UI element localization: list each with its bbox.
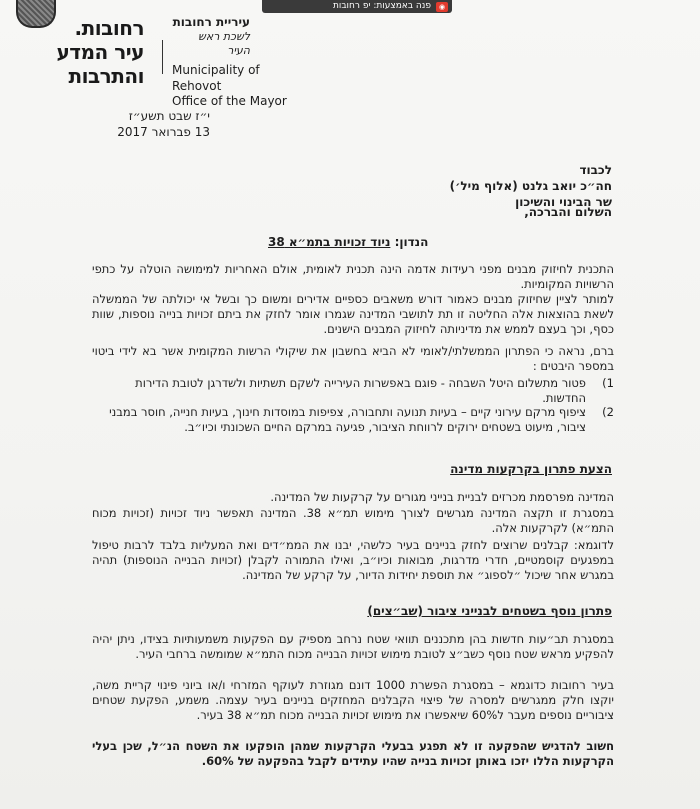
subject-title: ניוד זכויות בתמ״א 38 xyxy=(268,235,391,249)
letterhead-divider xyxy=(162,40,163,74)
share-bar-text: פנה באמצעות: יפ רחובות xyxy=(332,1,431,11)
list-number: 2) xyxy=(602,405,614,419)
browser-share-bar[interactable] xyxy=(262,0,452,13)
list-item-2 xyxy=(89,405,614,435)
municipality-english: Municipality of Rehovot xyxy=(172,63,260,93)
subject-prefix: הנדון: xyxy=(394,235,429,249)
recipient-line3: שר הבינוי והשיכון xyxy=(515,195,612,209)
paragraph-6: לדוגמא: קבלנים שרוצים לחזק בניינים בעיר כלשהי, יבנו את הממ״דים ואת המעליות בלבד לרבות טיפול במפגעים קוסמטיים, חדרי מדרגות, מבואות וכיו״ב, ואילו התמורה לקבלן (זכויות הבנייה הנוספות) תהיה במגרש אחר שיכול ״לספוג״ את תוספת יחידות הדיור, על קרקע של המדינה. xyxy=(92,538,614,582)
letterhead-block xyxy=(172,14,312,109)
letter-date xyxy=(90,108,210,140)
paragraph-7: במסגרת תב״עות חדשות בהן מתכננים תוואי שטח נרחב מספיק עם הפקעות משמעותיות בצידו, ניתן יהיה להפקיע מראש שטח נוסף כשב״צ לטובת מימוש זכויות הבנייה מכוח התמ״א שמומשה ברחבי העיר. xyxy=(92,632,614,661)
recipient-block xyxy=(212,162,612,210)
logo-line2: עיר המדע xyxy=(56,40,144,64)
section-heading-state-land: הצעת פתרון בקרקעות מדינה xyxy=(450,462,612,476)
recipient-line1: לכבוד xyxy=(579,163,612,177)
list-item-1 xyxy=(89,376,614,406)
paragraph-9: חשוב להדגיש שהפקעה זו לא תפגע בבעלי הקרקעות שמהן הופקעו את השטח הנ״ל, שכן בעלי הקרקעות הללו יזכו באותן זכויות בנייה שהיו עתידים לקבל בהפקעה של 60%. xyxy=(92,739,614,768)
office-hebrew: לשכת ראש העיר xyxy=(198,30,250,57)
logo-line3: והתרבות xyxy=(68,64,144,88)
subject-line xyxy=(268,235,428,249)
list-text: פטור מתשלום היטל השבחה - פוגם באפשרות העירייה לשקם תשתיות ולשדרגן לטובת הדירות החדשות. xyxy=(135,376,586,405)
list-number: 1) xyxy=(602,376,614,390)
paragraph-4: המדינה מפרסמת מכרזים לבניית בנייני מגורים על קרקעות של המדינה. xyxy=(270,490,614,504)
date-hebrew: י״ז שבט תשע״ז xyxy=(128,109,210,123)
paragraph-8: בעיר רחובות כדוגמא – במסגרת הפשרת 1000 דונם מגוזרת לעוקף המזרחי ו/או ביוני פינוי קריית משה, יוקצו חלק ממגרשים למסרה של פיצוי הקבלנים המחזקים בניינים בעיר עצמה. משמע, הפקעת שטחים ציבוריים נוספים מעבר ל60% שיאפשרו את מימוש זכויות הבנייה מכוח תמ״א 38 בעיר. xyxy=(92,678,614,722)
paragraph-2: למותר לציין שחיזוק מבנים כאמור דורש משאבים כספיים אדירים ומשום כך ובשל אי יכולתה של הממשלה לשאת בהוצאות אלה החליטה זו תת לתושבי המדינה שגמרו אומר לחזק את ביתם זכויות בנייה נוספות, שוות כסף, וכך בעצם לממש את מדיניותה לחיזוק המבנים הישנים. xyxy=(92,292,614,336)
date-gregorian: 13 פברואר 2017 xyxy=(117,125,210,139)
paragraph-1: התכנית לחיזוק מבנים מפני רעידות אדמה הינה תכנית לאומית, אולם האחריות למימושה הוטלה על כתפי הרשויות המקומיות. xyxy=(92,262,614,291)
paragraph-3: ברם, נראה כי הפתרון הממשלתי/לאומי לא הביא בחשבון את שיקולי הרשות המקומית אשר בא לידי ביטוי במספר היבטים : xyxy=(92,344,614,373)
recipient-line2: חה״כ יואב גלנט (אלוף מיל׳) xyxy=(449,179,612,193)
office-english: Office of the Mayor xyxy=(172,94,287,108)
greeting: השלום והברכה, xyxy=(524,205,612,219)
paragraph-5: במסגרת זו תקצה המדינה מגרשים לצורך מימוש תמ״א 38. המדינה תאפשר ניוד זכויות (זכויות מכוח התמ״א) לקרקעות אלה. xyxy=(92,506,614,535)
section-heading-public-buildings: פתרון נוסף בשטחים לבנייני ציבור (שב״צים) xyxy=(367,604,612,618)
logo-line1: רחובות. xyxy=(74,16,144,40)
share-icon[interactable]: ◉ xyxy=(436,2,448,12)
municipality-hebrew: עיריית רחובות xyxy=(172,15,250,29)
list-text: ציפוף מרקם עירוני קיים – בעיות תנועה ותחבורה, צפיפות במוסדות חינוך, בעיות חנייה, חוסר במבני ציבור, מיעוט בשטחים ירוקים לרווחת הציבור, פגיעה במרקם החיים השכונתי וכיו״ב. xyxy=(109,405,586,434)
city-logo xyxy=(14,16,144,88)
